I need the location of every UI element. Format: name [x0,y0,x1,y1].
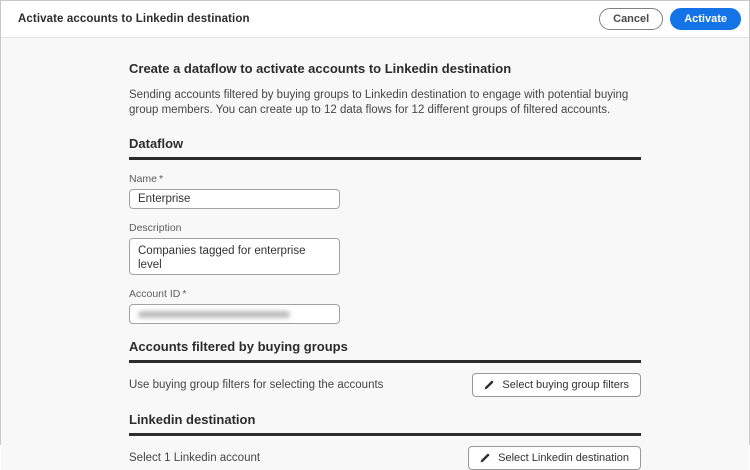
description-label: Description [129,222,182,234]
redacted-value [138,311,290,318]
pencil-icon [484,380,494,390]
content-area [1,38,749,470]
cancel-button[interactable]: Cancel [599,8,663,30]
buying-groups-heading: Accounts filtered by buying groups [129,339,348,354]
name-input[interactable] [129,189,340,209]
account-id-label [129,288,641,300]
name-label-text: Name [129,173,158,185]
section-linkedin-destination [129,412,641,470]
linkedin-description: Select 1 Linkedin account [129,452,261,464]
name-field-group [129,173,641,209]
section-dataflow [129,136,641,324]
pencil-icon [480,453,490,463]
section-divider [129,433,641,436]
section-buying-groups [129,339,641,397]
name-label [129,173,641,185]
section-divider [129,360,641,363]
buying-groups-row [129,373,641,397]
select-linkedin-destination-label: Select Linkedin destination [498,452,629,464]
description-textarea[interactable] [129,238,340,275]
intro-heading: Create a dataflow to activate accounts to Linkedin destination [129,61,512,76]
account-id-field-group [129,288,641,324]
account-id-input[interactable] [129,304,340,324]
select-buying-group-filters-label: Select buying group filters [502,379,629,391]
select-linkedin-destination-button[interactable] [468,446,641,470]
header-bar [1,1,749,38]
activate-button[interactable]: Activate [670,8,741,30]
required-asterisk: * [159,173,164,185]
dataflow-heading: Dataflow [129,136,184,151]
linkedin-row [129,446,641,470]
intro-body: Sending accounts filtered by buying groups to Linkedin destination to engage with potential buying group members. You can create up to 12 data flows for 12 different groups of filtered accounts. [129,89,629,116]
required-asterisk: * [182,288,187,300]
select-buying-group-filters-button[interactable] [472,373,641,397]
account-id-label-text: Account ID [129,288,181,300]
linkedin-heading: Linkedin destination [129,412,256,427]
buying-groups-description: Use buying group filters for selecting the accounts [129,379,384,391]
section-divider [129,157,641,160]
description-field-group [129,222,641,275]
page-title: Activate accounts to Linkedin destination [18,13,250,25]
